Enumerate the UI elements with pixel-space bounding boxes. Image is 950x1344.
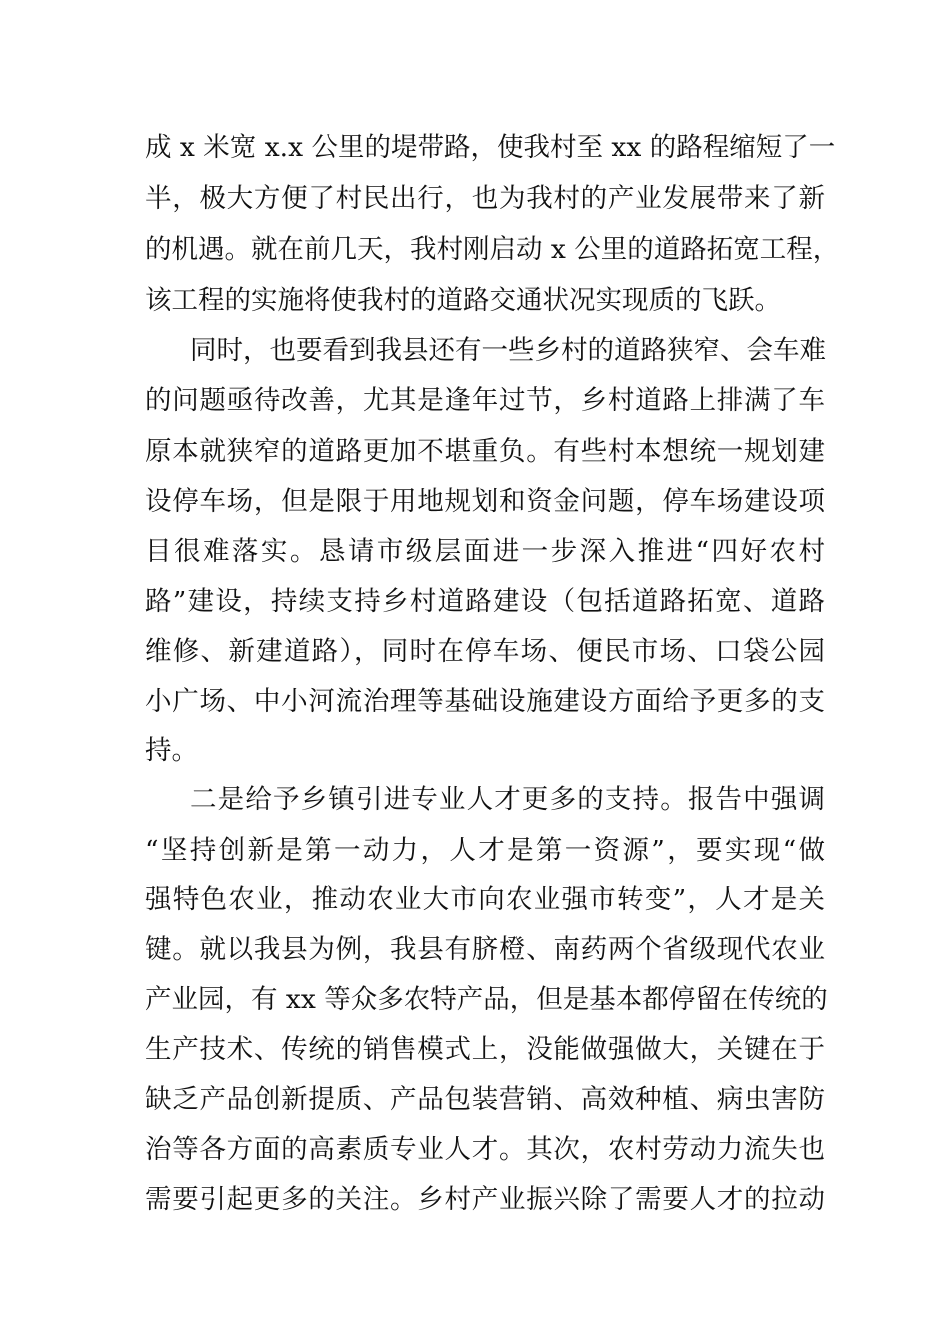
text-line: 原本就狭窄的道路更加不堪重负。有些村本想统一规划建 bbox=[145, 436, 825, 467]
paragraph-first-line: 同时，也要看到我县还有一些乡村的道路狭窄、会车难 bbox=[190, 335, 826, 366]
text-line: 需要引起更多的关注。乡村产业振兴除了需要人才的拉动 bbox=[145, 1184, 825, 1215]
text-line: 产业园，有 xx 等众多农特产品，但是基本都停留在传统的 bbox=[145, 984, 828, 1015]
text-line: 该工程的实施将使我村的道路交通状况实现质的飞跃。 bbox=[145, 285, 781, 316]
text-line: 设停车场，但是限于用地规划和资金问题，停车场建设项 bbox=[145, 486, 825, 517]
text-line: 缺乏产品创新提质、产品包装营销、高效种植、病虫害防 bbox=[145, 1084, 825, 1115]
text-line: 小广场、中小河流治理等基础设施建设方面给予更多的支 bbox=[145, 686, 825, 717]
text-line: 维修、新建道路），同时在停车场、便民市场、口袋公园 bbox=[145, 636, 825, 667]
text-line: 目很难落实。恳请市级层面进一步深入推进“四好农村 bbox=[145, 536, 825, 567]
text-line: 键。就以我县为例，我县有脐橙、南药两个省级现代农业 bbox=[145, 934, 825, 965]
text-line: “坚持创新是第一动力，人才是第一资源”，要实现“做 bbox=[145, 835, 825, 866]
text-line: 的机遇。就在前几天，我村刚启动 x 公里的道路拓宽工程， bbox=[145, 234, 840, 265]
text-line: 半，极大方便了村民出行，也为我村的产业发展带来了新 bbox=[145, 183, 825, 214]
text-line: 持。 bbox=[145, 735, 198, 766]
text-line: 强特色农业，推动农业大市向农业强市转变”，人才是关 bbox=[145, 884, 825, 915]
text-line: 生产技术、传统的销售模式上，没能做强做大，关键在于 bbox=[145, 1034, 825, 1065]
text-line: 治等各方面的高素质专业人才。其次，农村劳动力流失也 bbox=[145, 1134, 825, 1165]
text-line: 成 x 米宽 x.x 公里的堤带路，使我村至 xx 的路程缩短了一 bbox=[145, 132, 836, 163]
text-line: 的问题亟待改善，尤其是逢年过节，乡村道路上排满了车 bbox=[145, 385, 825, 416]
text-line: 路”建设，持续支持乡村道路建设（包括道路拓宽、道路 bbox=[145, 586, 825, 617]
paragraph-first-line: 二是给予乡镇引进专业人才更多的支持。报告中强调 bbox=[190, 784, 825, 815]
